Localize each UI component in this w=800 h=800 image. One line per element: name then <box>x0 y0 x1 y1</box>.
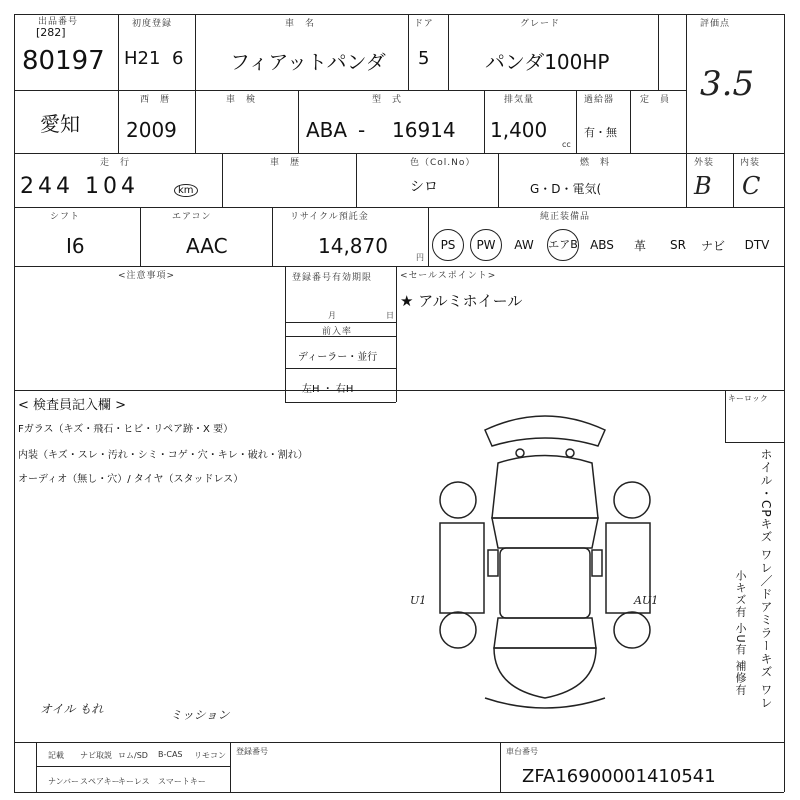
steering-option: 左H ・ 右H <box>302 384 354 395</box>
body-history-label: 車 歴 <box>270 158 301 168</box>
turbo-label: 過給器 <box>584 95 615 105</box>
footer-item-6: ナンバー <box>48 777 80 786</box>
row2-bottom <box>14 153 784 154</box>
bottom-border <box>14 792 784 793</box>
sales-point: ★ アルミホイール <box>400 292 523 310</box>
sales-points-label: <セールスポイント> <box>400 271 497 281</box>
footer-item-1: 記載 <box>48 751 64 760</box>
doors: 5 <box>418 48 430 69</box>
stock-no-label: 出品番号 <box>38 17 79 27</box>
inspection-label: 車 検 <box>226 95 257 105</box>
first-reg-year: H21 <box>124 48 161 69</box>
stock-no: 80197 <box>22 46 105 76</box>
car-name-label: 車 名 <box>285 19 316 29</box>
recycle-label: リサイクル預託金 <box>290 212 369 222</box>
footer-item-4: B-CAS <box>158 750 183 759</box>
roof-shape <box>500 548 590 618</box>
row4-bottom <box>14 266 784 267</box>
year: 2009 <box>126 118 177 142</box>
interior-grade: C <box>742 172 761 200</box>
door-label: ドア <box>414 19 434 29</box>
equip-leather: 革 <box>633 238 646 253</box>
footer-item-9: スマートキー <box>158 777 206 786</box>
hood-shape <box>492 456 598 519</box>
auction-grade-label: 評価点 <box>700 19 731 29</box>
prev-owner-label: 前入率 <box>322 327 353 337</box>
first-reg-month: 6 <box>172 48 184 69</box>
stock-no-small: [282] <box>36 26 66 39</box>
displacement: 1,400 <box>490 118 548 142</box>
footer-item-7: スペアキー <box>80 777 120 786</box>
recycle-unit: 円 <box>416 253 424 262</box>
chassis-no: ZFA16900001410541 <box>522 766 716 787</box>
row1-bottom <box>14 90 686 91</box>
headlight-left <box>516 449 524 457</box>
equip-ps: PS <box>430 227 466 263</box>
equip-sunroof: SR <box>670 238 686 252</box>
year-label: 西 暦 <box>140 95 171 105</box>
footer-item-5: リモコン <box>194 751 226 760</box>
fuel: G・D・電気( <box>530 182 602 196</box>
handwritten-note-oil: オイル もれ <box>40 702 104 716</box>
dealer-option: ディーラー・並行 <box>298 352 378 363</box>
equip-pw: PW <box>468 227 504 263</box>
equipment-label: 純正装備品 <box>540 212 591 222</box>
footer-top <box>14 742 784 743</box>
grade: パンダ100HP <box>485 50 610 74</box>
handwritten-note-transmission: ミッション <box>170 708 230 722</box>
damage-left: U1 <box>410 594 427 607</box>
wheel-front-left <box>440 482 476 518</box>
footer-item-3: ロム/SD <box>118 751 148 760</box>
wheel-front-right <box>614 482 650 518</box>
footer-item-2: ナビ取説 <box>80 751 112 760</box>
windshield-shape <box>492 518 598 548</box>
inspector-line3: オーディオ（無し・穴）/ タイヤ（スタッドレス） <box>18 474 244 485</box>
car-diagram <box>420 408 670 728</box>
rear-window-shape <box>494 618 596 648</box>
exterior-label: 外装 <box>694 158 715 168</box>
color: シロ <box>410 179 438 195</box>
row3-bottom <box>14 207 784 208</box>
prefecture: 愛知 <box>40 112 80 136</box>
equip-aw: AW <box>514 238 534 252</box>
middle-bottom <box>14 390 784 391</box>
equip-navi: ナビ <box>700 238 725 253</box>
registration-label: 登録番号有効期限 <box>292 273 373 283</box>
right-border <box>784 14 785 792</box>
wheel-rear-left <box>440 612 476 648</box>
mirror-left <box>488 550 498 576</box>
mirror-right <box>592 550 602 576</box>
score: 3.5 <box>700 64 755 104</box>
left-border <box>14 14 15 792</box>
reg-no-label: 登録番号 <box>236 747 268 756</box>
reg-month: 月 <box>328 311 336 320</box>
equip-airbag: エアB <box>544 227 582 263</box>
mileage: 244 104 <box>20 174 139 199</box>
first-reg-label: 初度登録 <box>132 19 173 29</box>
turbo: 有・無 <box>584 126 617 139</box>
mileage-label: 走 行 <box>100 158 131 168</box>
model-dash: - <box>358 118 366 142</box>
damage-right: AU1 <box>634 594 659 607</box>
side-note-2: 小キズ有 小U有 補修有 <box>734 570 747 697</box>
reg-day: 日 <box>386 311 394 320</box>
model-code: 16914 <box>392 118 456 142</box>
inspector-line2: 内装（キズ・スレ・汚れ・シミ・コゲ・穴・キレ・破れ・割れ） <box>18 450 308 461</box>
trunk-shape <box>494 648 596 698</box>
top-border <box>14 14 784 15</box>
equip-abs: ABS <box>590 238 614 252</box>
color-label: 色（Col.No） <box>410 158 476 168</box>
headlight-right <box>566 449 574 457</box>
rear-bumper-shape <box>485 698 605 708</box>
inspector-line1: Fガラス（キズ・飛石・ヒビ・リペア跡・X 要） <box>18 424 234 435</box>
seating-label: 定 員 <box>640 95 671 105</box>
aircon-label: エアコン <box>172 212 212 222</box>
equip-dtv: DTV <box>744 238 770 252</box>
chassis-label: 車台番号 <box>506 747 538 756</box>
left-side-panel <box>440 523 484 613</box>
notes-label: <注意事項> <box>118 271 176 281</box>
model-label: 型 式 <box>372 95 403 105</box>
shift-label: シフト <box>50 212 81 222</box>
exterior-grade: B <box>694 172 712 200</box>
recycle: 14,870 <box>318 234 388 258</box>
displacement-label: 排気量 <box>504 95 535 105</box>
interior-label: 内装 <box>740 158 761 168</box>
key-lock-label: キーロック <box>728 394 768 403</box>
displacement-unit: cc <box>562 140 571 149</box>
model-prefix: ABA <box>306 118 348 142</box>
wheel-rear-right <box>614 612 650 648</box>
car-name: フィアットパンダ <box>230 50 386 74</box>
footer-item-8: キーレス <box>118 777 150 786</box>
inspector-title: < 検査員記入欄 > <box>18 398 127 413</box>
side-note: ホイル・CPキズ ワレ／ドアミラーキズ ワレ <box>759 448 773 710</box>
mileage-unit: km <box>174 184 198 197</box>
aircon: AAC <box>186 234 228 258</box>
shift: I6 <box>66 234 85 258</box>
fuel-label: 燃 料 <box>580 158 611 168</box>
front-bumper-shape <box>485 416 605 446</box>
grade-label: グレード <box>520 19 561 29</box>
